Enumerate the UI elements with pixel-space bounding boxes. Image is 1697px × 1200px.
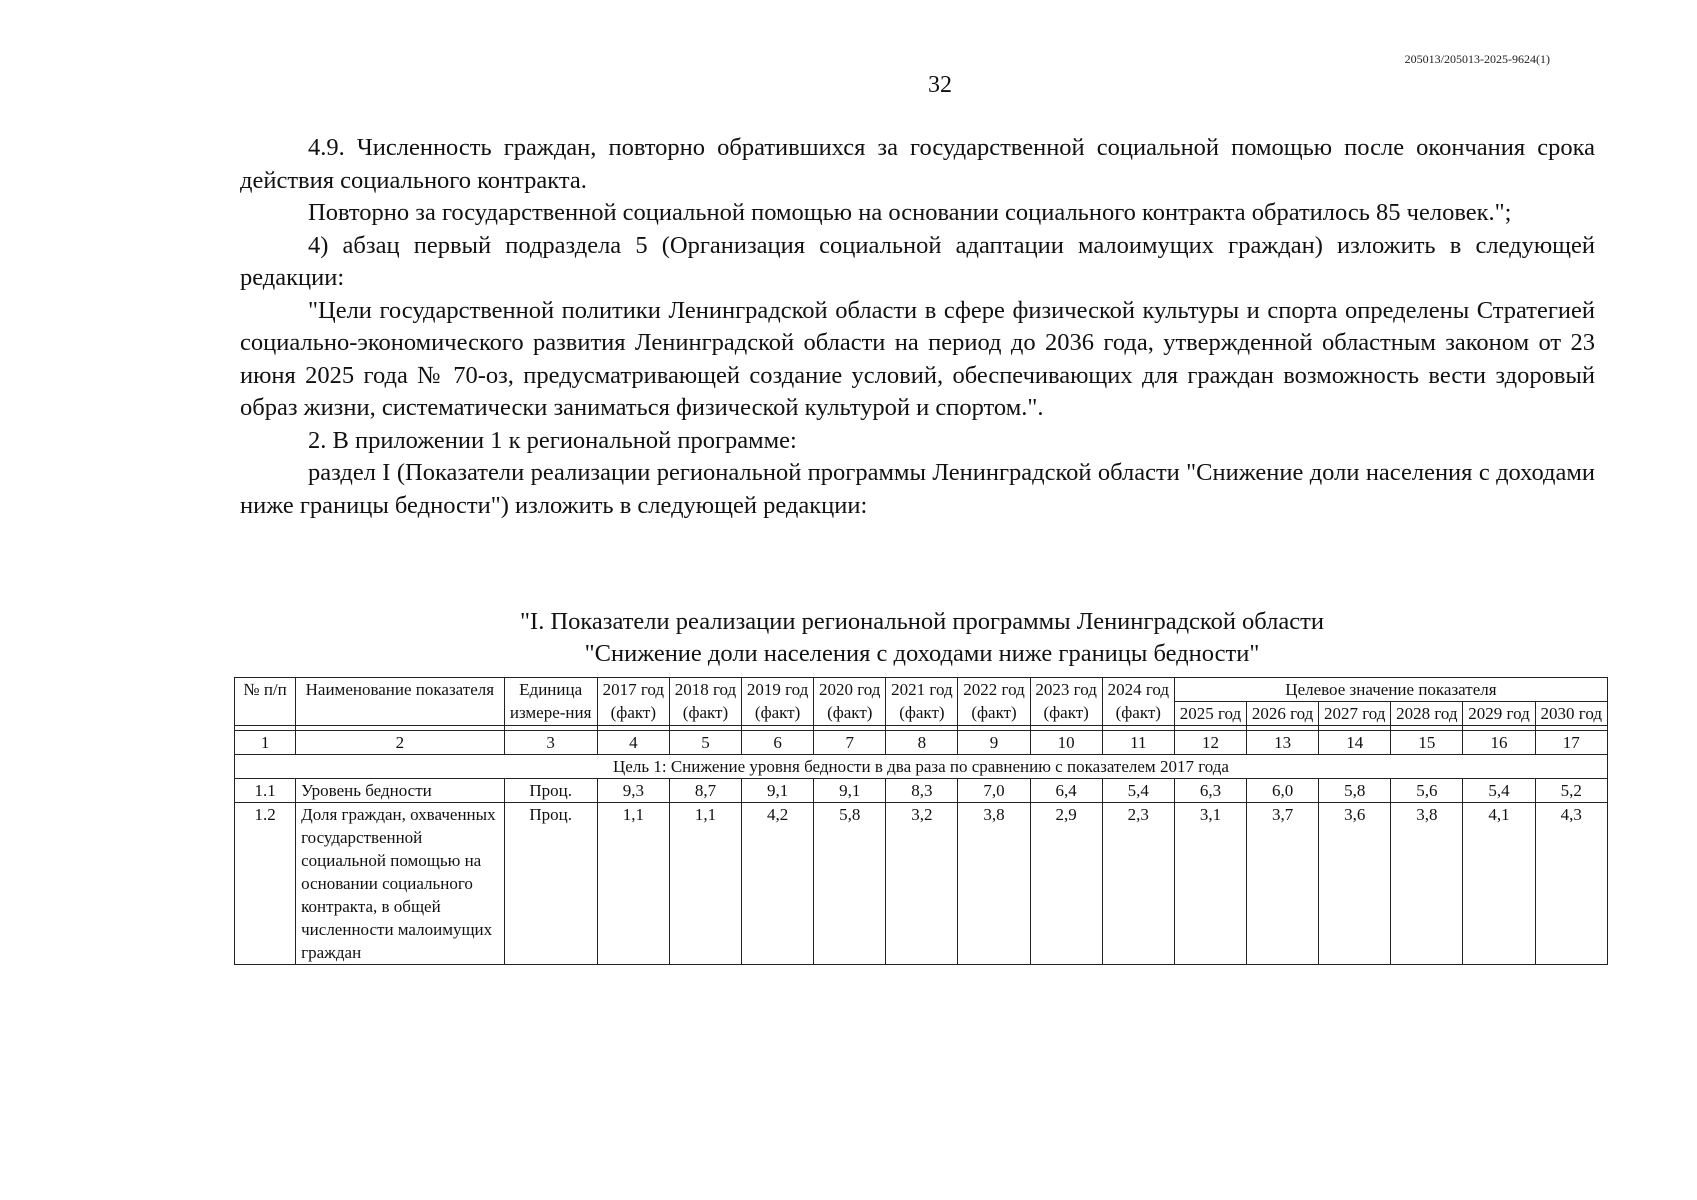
value-2019: 4,2 xyxy=(742,803,814,965)
value-2021: 8,3 xyxy=(886,779,958,803)
value-2027: 5,8 xyxy=(1319,779,1391,803)
header-2025: 2025 год xyxy=(1174,702,1246,726)
value-2023: 6,4 xyxy=(1030,779,1102,803)
header-2020: 2020 год (факт) xyxy=(814,678,886,726)
header-2022: 2022 год (факт) xyxy=(958,678,1030,726)
column-number: 3 xyxy=(504,731,597,755)
header-2023: 2023 год (факт) xyxy=(1030,678,1102,726)
header-target-group: Целевое значение показателя xyxy=(1174,678,1607,702)
value-2025: 3,1 xyxy=(1174,803,1246,965)
value-2024: 5,4 xyxy=(1102,779,1174,803)
value-2024: 2,3 xyxy=(1102,803,1174,965)
header-2024: 2024 год (факт) xyxy=(1102,678,1174,726)
table-header xyxy=(235,678,1608,726)
value-2020: 5,8 xyxy=(814,803,886,965)
paragraph-policy-goals: "Цели государственной политики Ленинградской области в сфере физической культуры и спорта определены Стратегией социально-экономического развития Ленинградской области на период до 2036 года, утвержденной областным законом от 23 июня 2025 года № 70-оз, предусматривающей создание условий, обеспечивающих для граждан возможность вести здоровый образ жизни, систематически заниматься физической культурой и спортом.". xyxy=(240,296,1595,421)
value-2029: 4,1 xyxy=(1463,803,1535,965)
value-2018: 8,7 xyxy=(669,779,741,803)
row-indicator-name: Уровень бедности xyxy=(296,779,504,803)
value-2023: 2,9 xyxy=(1030,803,1102,965)
row-num: 1.2 xyxy=(235,803,296,965)
column-number: 17 xyxy=(1535,731,1607,755)
table-title-line-1: "I. Показатели реализации региональной программы Ленинградской области xyxy=(520,608,1324,635)
column-number: 10 xyxy=(1030,731,1102,755)
header-2017: 2017 год (факт) xyxy=(597,678,669,726)
column-number: 9 xyxy=(958,731,1030,755)
value-2028: 3,8 xyxy=(1391,803,1463,965)
header-2019: 2019 год (факт) xyxy=(742,678,814,726)
column-number: 14 xyxy=(1319,731,1391,755)
column-number: 7 xyxy=(814,731,886,755)
header-num: № п/п xyxy=(235,678,296,726)
paragraph-item-4: 4) абзац первый подраздела 5 (Организация социальной адаптации малоимущих граждан) изложить в следующей редакции: xyxy=(240,231,1595,291)
column-number: 16 xyxy=(1463,731,1535,755)
value-2026: 6,0 xyxy=(1247,779,1319,803)
column-number: 4 xyxy=(597,731,669,755)
header-2027: 2027 год xyxy=(1319,702,1391,726)
header-2029: 2029 год xyxy=(1463,702,1535,726)
value-2028: 5,6 xyxy=(1391,779,1463,803)
value-2018: 1,1 xyxy=(669,803,741,965)
paragraph-4-9: 4.9. Численность граждан, повторно обратившихся за государственной социальной помощью после окончания срока действия социального контракта. xyxy=(240,134,1595,194)
value-2030: 5,2 xyxy=(1535,779,1607,803)
row-num: 1.1 xyxy=(235,779,296,803)
indicators-table xyxy=(234,677,1608,965)
header-name: Наименование показателя xyxy=(296,678,504,726)
table-title-line-2: "Снижение доли населения с доходами ниже границы бедности" xyxy=(584,640,1260,667)
value-2025: 6,3 xyxy=(1174,779,1246,803)
value-2027: 3,6 xyxy=(1319,803,1391,965)
paragraph-item-2: 2. В приложении 1 к региональной программе: xyxy=(308,426,797,454)
header-unit: Единица измере-ния xyxy=(504,678,597,726)
column-number: 11 xyxy=(1102,731,1174,755)
value-2017: 1,1 xyxy=(597,803,669,965)
value-2017: 9,3 xyxy=(597,779,669,803)
paragraph-repeat-appeals: Повторно за государственной социальной помощью на основании социального контракта обратилось 85 человек."; xyxy=(308,199,1512,226)
row-unit: Проц. xyxy=(504,779,597,803)
header-2026: 2026 год xyxy=(1247,702,1319,726)
value-2022: 7,0 xyxy=(958,779,1030,803)
column-number-row xyxy=(235,731,1608,755)
row-indicator-name: Доля граждан, охваченных государственной социальной помощью на основании социального контракта, в общей численности малоимущих граждан xyxy=(296,803,504,965)
table-title xyxy=(240,606,1604,670)
column-number: 8 xyxy=(886,731,958,755)
header-2028: 2028 год xyxy=(1391,702,1463,726)
header-2030: 2030 год xyxy=(1535,702,1607,726)
table-row xyxy=(235,803,1608,965)
goal-text: Цель 1: Снижение уровня бедности в два раза по сравнению с показателем 2017 года xyxy=(235,755,1608,779)
value-2021: 3,2 xyxy=(886,803,958,965)
paragraph-section-i: раздел I (Показатели реализации региональной программы Ленинградской области "Снижение доли населения с доходами ниже границы бедности") изложить в следующей редакции: xyxy=(240,459,1595,519)
column-number: 5 xyxy=(669,731,741,755)
value-2030: 4,3 xyxy=(1535,803,1607,965)
table-row xyxy=(235,779,1608,803)
value-2022: 3,8 xyxy=(958,803,1030,965)
value-2029: 5,4 xyxy=(1463,779,1535,803)
value-2019: 9,1 xyxy=(742,779,814,803)
column-number: 6 xyxy=(742,731,814,755)
column-number: 1 xyxy=(235,731,296,755)
column-number: 2 xyxy=(296,731,504,755)
row-unit: Проц. xyxy=(504,803,597,965)
document-id: 205013/205013-2025-9624(1) xyxy=(1404,52,1550,66)
column-number: 12 xyxy=(1174,731,1246,755)
value-2020: 9,1 xyxy=(814,779,886,803)
column-number: 13 xyxy=(1247,731,1319,755)
goal-row xyxy=(235,755,1608,779)
body-text xyxy=(240,132,1595,522)
header-2021: 2021 год (факт) xyxy=(886,678,958,726)
value-2026: 3,7 xyxy=(1247,803,1319,965)
column-number: 15 xyxy=(1391,731,1463,755)
page-number: 32 xyxy=(928,72,952,98)
header-2018: 2018 год (факт) xyxy=(669,678,741,726)
